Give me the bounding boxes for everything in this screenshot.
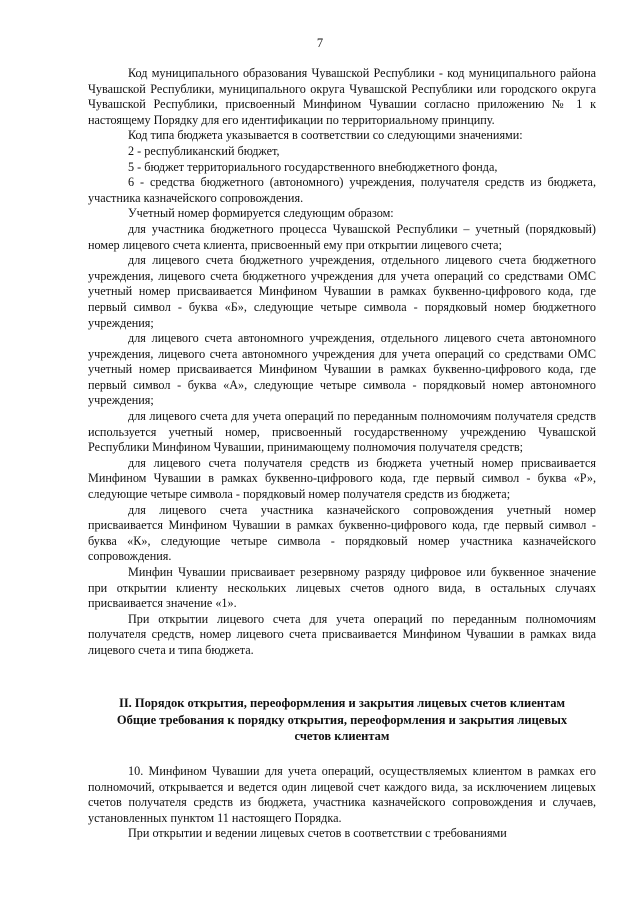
paragraph: для лицевого счета получателя средств из бюджета учетный номер присваивается Минфином Чувашии в рамках буквенно-цифрового кода, где первый символ - буква «Р», следующие четыре символа - порядковый номер получателя средств из бюджета; xyxy=(88,455,596,502)
paragraph: для участника бюджетного процесса Чувашской Республики – учетный (порядковый) номер лицевого счета клиента, присвоенный ему при открытии лицевого счета; xyxy=(88,221,596,252)
paragraph: для лицевого счета автономного учреждения, отдельного лицевого счета автономного учреждения, лицевого счета автономного учреждения для учета операций со средствами ОМС учетный номер присваивается Минфином Чувашии в рамках буквенно-цифрового кода, где первый символ - буква «А», следующие четыре символа - порядковый номер автономного учреждения; xyxy=(88,331,596,408)
paragraph: Код муниципального образования Чувашской Республики - код муниципального района Чувашской Республики, муниципального округа Чувашской Республики или городского округа Чувашской Республики, присвоенный Минфином Чувашии согласно приложению № 1 к настоящему Порядку для его идентификации по территориальному принципу. xyxy=(88,66,596,127)
paragraph: 10. Минфином Чувашии для учета операций, осуществляемых клиентом в рамках его полномочий, открывается и ведется один лицевой счет каждого вида, за исключением лицевых счетов получателя средств из бюджета, участника казначейского сопровождения и случаев, установленных пунктом 11 настоящего Порядка. xyxy=(88,764,596,825)
paragraph: Учетный номер формируется следующим образом: xyxy=(128,206,394,221)
paragraph: Код типа бюджета указывается в соответствии со следующими значениями: xyxy=(128,128,523,143)
section-heading xyxy=(88,695,596,745)
section-subtitle-line-2: счетов клиентам xyxy=(294,729,390,743)
paragraph: для лицевого счета бюджетного учреждения, отдельного лицевого счета бюджетного учреждения, лицевого счета бюджетного учреждения для учета операций со средствами ОМС учетный номер присваивается Минфином Чувашии в рамках буквенно-цифрового кода, где первый символ - буква «Б», следующие четыре символа - порядковый номер бюджетного учреждения; xyxy=(88,253,596,330)
paragraph: 5 - бюджет территориального государственного внебюджетного фонда, xyxy=(128,159,498,174)
document-body xyxy=(88,66,596,659)
paragraph: для лицевого счета для учета операций по переданным полномочиям получателя средств используется учетный номер, присвоенный государственному учреждению Чувашской Республики Минфином Чувашии, принимающему полномочия получателя средств; xyxy=(88,409,596,455)
paragraph: для лицевого счета участника казначейского сопровождения учетный номер присваивается Минфином Чувашии в рамках буквенно-цифрового кода, где первый символ - буква «К», следующие четыре символа - порядковый номер участника казначейского сопровождения. xyxy=(88,502,596,564)
paragraph: При открытии и ведении лицевых счетов в соответствии с требованиями xyxy=(128,826,507,841)
section-title: II. Порядок открытия, переоформления и закрытия лицевых счетов клиентам xyxy=(118,696,566,710)
paragraph: При открытии лицевого счета для учета операций по переданным полномочиям получателя средств, номер лицевого счета присваивается Минфином Чувашии в рамках вида лицевого счета и типа бюджета. xyxy=(88,611,596,657)
paragraph: 6 - средства бюджетного (автономного) учреждения, получателя средств из бюджета, участника казначейского сопровождения. xyxy=(88,175,596,205)
paragraph: Минфин Чувашии присваивает резервному разряду цифровое или буквенное значение при открытии клиенту нескольких лицевых счетов одного вида, в остальных случаях присваивается значение «1». xyxy=(88,565,596,611)
paragraph: 2 - республиканский бюджет, xyxy=(128,143,280,158)
page-number: 7 xyxy=(316,36,324,50)
section-body xyxy=(88,764,596,842)
section-subtitle-line-1: Общие требования к порядку открытия, переоформления и закрытия лицевых xyxy=(116,712,568,727)
